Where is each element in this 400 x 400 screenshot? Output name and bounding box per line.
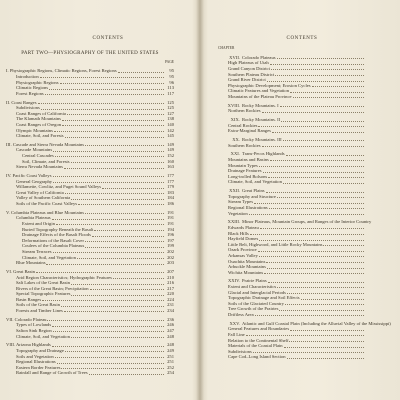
toc-entry-title: Willamette, Cowlitz, and Puget Sound Valleys bbox=[16, 184, 102, 190]
toc-entry-title: Southern Rockies bbox=[228, 142, 261, 148]
leader-dots bbox=[49, 86, 164, 90]
leader-dots bbox=[312, 83, 364, 87]
left-page bbox=[0, 0, 196, 400]
toc-page-number: 252 bbox=[167, 364, 174, 370]
leader-dots bbox=[253, 349, 364, 353]
toc-page-number: 251 bbox=[167, 359, 174, 365]
toc-entry-title: Columbia Plateaus bbox=[16, 215, 51, 221]
toc-entry-title: Rocky Mountains. I bbox=[242, 102, 279, 108]
toc-entry-title: Drainage Effects of the Basalt Floods bbox=[22, 232, 91, 238]
toc-section-entry bbox=[218, 128, 374, 134]
toc-page-number: 117 bbox=[167, 90, 174, 96]
toc-entry-title: Topographic Drainage and Soil Effects bbox=[228, 295, 300, 301]
leader-dots bbox=[250, 231, 364, 235]
toc-entry-title: Salt Lakes of the Great Basin bbox=[16, 280, 70, 286]
toc-page-number: 246 bbox=[167, 322, 174, 328]
leader-dots bbox=[78, 201, 164, 205]
leader-dots bbox=[65, 190, 164, 194]
toc-section-entry bbox=[218, 143, 374, 149]
toc-entry-title: Rocky Mountains. II bbox=[242, 117, 281, 123]
chapter-number: XXIV. bbox=[227, 278, 240, 284]
leader-dots bbox=[283, 180, 364, 184]
leader-dots bbox=[85, 244, 164, 248]
right-page bbox=[204, 0, 400, 400]
toc-entry-title: Climate, Soil, and Vegetation bbox=[16, 333, 70, 339]
toc-page-number: 184 bbox=[167, 195, 174, 201]
toc-page-number: 96 bbox=[169, 79, 174, 85]
toc-page-number: 149 bbox=[167, 147, 174, 153]
toc-entry-title: The Klamath Mountains bbox=[16, 116, 61, 122]
toc-entry-title: I. Physiographic Regions, Climatic Regions, Forest Regions bbox=[6, 68, 117, 74]
toc-page-number: 248 bbox=[167, 333, 174, 339]
toc-entry-title: Colorado Plateaus bbox=[242, 54, 276, 60]
toc-entry-title: Extra-Marginal Ranges bbox=[228, 128, 271, 134]
toc-entry-title: Central Rockies bbox=[228, 122, 258, 128]
leader-dots bbox=[89, 371, 164, 375]
toc-entry-title: Stream Types bbox=[228, 199, 253, 205]
leader-dots bbox=[54, 128, 164, 132]
toc-page-number: 216 bbox=[167, 280, 174, 286]
toc-section-entry bbox=[218, 179, 374, 185]
leader-dots bbox=[286, 152, 364, 156]
toc-entry-title: Subdivisions bbox=[16, 105, 40, 111]
chapter-number: XXI. bbox=[230, 151, 240, 157]
leader-dots bbox=[45, 91, 164, 95]
toc-page-number: 202 bbox=[167, 254, 174, 260]
toc-entry-title: Mountains of the Plateau Province bbox=[228, 93, 292, 99]
leader-dots bbox=[267, 265, 364, 269]
toc-entry-title: VI. Great Basin bbox=[6, 268, 35, 274]
toc-entry-title: Cape Cod–Long Island Section bbox=[228, 354, 286, 360]
leader-dots bbox=[85, 210, 164, 214]
toc-entry-title: Regional Illustrations bbox=[228, 204, 268, 210]
toc-entry-title: Coast Ranges of California bbox=[16, 110, 66, 116]
leader-dots bbox=[52, 216, 164, 220]
toc-section-entry bbox=[6, 201, 174, 207]
toc-entry-title: Hayfield Domes bbox=[228, 236, 259, 242]
toc-page-number: 199 bbox=[167, 243, 174, 249]
toc-entry-title: Deformations of the Basalt Cover bbox=[22, 237, 84, 243]
toc-section-entry bbox=[6, 308, 174, 314]
toc-entry-title: Extent and Characteristics bbox=[228, 284, 277, 290]
toc-page-number: 177 bbox=[167, 173, 174, 179]
toc-page-number: 203 bbox=[167, 260, 174, 266]
leader-dots bbox=[301, 296, 364, 300]
toc-page-number: 207 bbox=[167, 268, 174, 274]
leader-dots bbox=[71, 334, 164, 338]
leader-dots bbox=[255, 312, 364, 316]
book-gutter bbox=[196, 0, 204, 400]
toc-section-entry bbox=[6, 133, 174, 139]
toc-page-number: 234 bbox=[167, 308, 174, 314]
leader-dots bbox=[53, 173, 164, 177]
toc-entry-title: Vegetation bbox=[228, 210, 248, 216]
toc-entry-title: Long-trolled Bolsons bbox=[228, 173, 268, 179]
toc-page-number: 186 bbox=[167, 201, 174, 206]
toc-entry-title: IV. Pacific Coast Valleys bbox=[6, 173, 52, 179]
toc-entry-title: Physiographic Development; Erosion Cycles bbox=[228, 82, 311, 88]
leader-dots bbox=[277, 194, 364, 198]
toc-page-number: 220 bbox=[167, 291, 174, 297]
leader-dots bbox=[268, 279, 364, 283]
toc-page-number: 145 bbox=[167, 133, 174, 139]
toc-page-number: 142 bbox=[167, 127, 174, 133]
toc-section-entry bbox=[6, 334, 174, 340]
toc-entry-title: Black Hills bbox=[228, 230, 249, 236]
toc-entry-title: Introduction bbox=[16, 73, 39, 79]
chapter-number: XXII. bbox=[229, 188, 240, 194]
toc-page-number: 224 bbox=[167, 296, 174, 302]
leader-dots bbox=[71, 281, 164, 285]
toc-page-number: 254 bbox=[167, 370, 174, 376]
toc-entry-title: Central Cascades bbox=[22, 153, 54, 159]
leader-dots bbox=[323, 242, 364, 246]
toc-entry-title: Subdivisions bbox=[228, 348, 252, 354]
leader-dots bbox=[67, 111, 164, 115]
toc-entry-title: Soils of the Glaciated Country bbox=[228, 300, 284, 306]
toc-page-number: 177 bbox=[167, 178, 174, 184]
leader-dots bbox=[47, 317, 164, 321]
toc-page-number: 202 bbox=[167, 248, 174, 254]
leader-dots bbox=[46, 261, 164, 265]
toc-section-entry bbox=[218, 94, 374, 100]
leader-dots bbox=[271, 66, 364, 70]
leader-dots bbox=[289, 338, 364, 342]
leader-dots bbox=[85, 238, 164, 242]
toc-entry-title: VIII. Arizona Highlands bbox=[6, 342, 51, 348]
part-title: PART TWO—PHYSIOGRAPHY OF THE UNITED STATES bbox=[21, 51, 159, 56]
toc-page-number: 236 bbox=[167, 316, 174, 322]
leader-dots bbox=[264, 270, 364, 274]
leader-dots bbox=[290, 327, 364, 331]
leader-dots bbox=[113, 275, 164, 279]
toc-entry-title: Climatic Regions bbox=[16, 85, 49, 91]
toc-page-number: 125 bbox=[167, 105, 174, 111]
toc-page-number: 196 bbox=[167, 232, 174, 238]
leader-dots bbox=[258, 123, 364, 127]
toc-entry-title: VII. Colorado Plateau bbox=[6, 316, 47, 322]
toc-entry-title: Arid Region Characteristics; Hydrographic Features bbox=[16, 274, 112, 280]
toc-entry-title: General Geography bbox=[16, 178, 53, 184]
leader-dots bbox=[53, 328, 164, 332]
toc-entry-title: Southern Plateau District bbox=[228, 71, 275, 77]
leader-dots bbox=[259, 253, 364, 257]
toc-entry-title: Forest Regions bbox=[16, 90, 44, 96]
toc-entry-title: Forests and Timber Lines bbox=[16, 308, 63, 314]
toc-entry-title: Soils of the Great Basin bbox=[16, 302, 60, 308]
leader-dots bbox=[254, 200, 364, 204]
toc-page-number: 113 bbox=[167, 85, 174, 91]
leader-dots bbox=[57, 360, 164, 364]
toc-entry-title: Rivers of the Great Basin; Precipitation bbox=[16, 285, 89, 291]
toc-entry-title: General Features and Boundaries bbox=[228, 326, 290, 332]
toc-entry-title: Climate, Soil, and Forests bbox=[16, 133, 64, 139]
toc-page-number: 152 bbox=[167, 153, 174, 159]
toc-page-number: 95 bbox=[169, 68, 174, 74]
toc-section-entry bbox=[6, 260, 174, 266]
leader-dots bbox=[266, 189, 364, 193]
leader-dots bbox=[246, 332, 364, 336]
toc-entry-title: Little Belt, Highwood, and Little Rocky Mountains bbox=[228, 241, 323, 247]
toc-entry-title: Arbuckle Mountains bbox=[228, 264, 266, 270]
toc-entry-title: Buried Topography Beneath the Basalt bbox=[22, 226, 94, 232]
leader-dots bbox=[290, 89, 364, 93]
toc-entry-title: Trans-Pecos Highlands bbox=[242, 151, 285, 157]
leader-dots bbox=[85, 142, 164, 146]
leader-dots bbox=[92, 233, 164, 237]
toc-page-number: 163 bbox=[167, 164, 174, 170]
toc-entry-title: Ouachita Mountains bbox=[228, 258, 266, 264]
leader-dots bbox=[61, 303, 164, 307]
chapter-number: XX. bbox=[232, 137, 240, 143]
toc-entry-title: Basin Ranges bbox=[16, 296, 42, 302]
toc-entry-title: Edwards Plateau bbox=[228, 224, 259, 230]
leader-dots bbox=[279, 307, 364, 311]
toc-page-number: 140 bbox=[167, 121, 174, 127]
toc-page-number: 183 bbox=[167, 189, 174, 195]
toc-entry-title: Cascade Mountains bbox=[16, 147, 53, 153]
toc-page-number: 191 bbox=[167, 220, 174, 226]
leader-dots bbox=[53, 249, 164, 253]
leader-dots bbox=[71, 196, 164, 200]
toc-page-number: 127 bbox=[167, 110, 174, 116]
leader-dots bbox=[272, 129, 364, 133]
leader-dots bbox=[71, 292, 164, 296]
leader-dots bbox=[266, 259, 364, 263]
leader-dots bbox=[249, 211, 364, 215]
chapter-number: XIX. bbox=[230, 117, 240, 123]
toc-page-number: 149 bbox=[167, 141, 174, 147]
toc-entry-title: Relation to the Continental Shelf bbox=[228, 337, 289, 343]
toc-entry-title: Coast Ranges of Oregon bbox=[16, 121, 62, 127]
chapter-column-label: CHAPTER bbox=[218, 46, 235, 50]
leader-dots bbox=[287, 290, 364, 294]
leader-dots bbox=[55, 354, 164, 358]
toc-entry-title: Sierra Nevada Mountains bbox=[16, 164, 63, 170]
leader-dots bbox=[52, 323, 164, 327]
leader-dots bbox=[270, 157, 364, 161]
toc-entry-title: Salton Sink Region bbox=[16, 328, 52, 334]
toc-section-entry bbox=[6, 91, 174, 97]
toc-entry-title: Topography and Drainage bbox=[16, 348, 64, 353]
leader-dots bbox=[277, 55, 364, 59]
leader-dots bbox=[65, 348, 164, 352]
toc-entry-title: Materials of the Coastal Plain bbox=[228, 343, 283, 349]
toc-entry-title: Climate, Soil, and Vegetation bbox=[22, 254, 76, 260]
toc-page-number: 248 bbox=[167, 342, 174, 348]
toc-entry-title: Grand River District bbox=[228, 77, 266, 83]
chapter-number: XXIII. bbox=[227, 219, 240, 225]
toc-entry-title: Northern Rockies bbox=[228, 108, 261, 114]
leader-dots bbox=[258, 248, 364, 252]
toc-entry-title: Glacial and Interglacial Periods bbox=[228, 289, 286, 295]
chapter-number: XVII. bbox=[229, 54, 240, 60]
toc-entry-title: Great Plains bbox=[242, 188, 265, 194]
leader-dots bbox=[260, 225, 364, 229]
leader-dots bbox=[55, 153, 164, 157]
toc-entry-title: Rocky Mountains. III bbox=[242, 137, 282, 143]
toc-page-number: 191 bbox=[167, 215, 174, 221]
toc-entry-title: Stream Terraces bbox=[22, 248, 52, 254]
toc-section-entry bbox=[218, 270, 374, 276]
toc-page-number: 191 bbox=[167, 209, 174, 215]
toc-entry-title: Eastern Border Features bbox=[16, 364, 61, 370]
leader-dots bbox=[283, 137, 364, 141]
toc-entry-title: Climate, Soil, and Vegetation bbox=[228, 179, 282, 185]
toc-entry-title: Great Valley of California bbox=[16, 189, 64, 195]
left-toc bbox=[6, 50, 174, 376]
leader-dots bbox=[64, 165, 164, 169]
leader-dots bbox=[77, 255, 164, 259]
toc-page-number: 138 bbox=[167, 116, 174, 122]
toc-entry-title: Blue Mountains bbox=[16, 260, 46, 266]
toc-page-number: 231 bbox=[167, 302, 174, 308]
toc-entry-title: Drainage Features bbox=[228, 168, 262, 174]
leader-dots bbox=[62, 122, 164, 126]
leader-dots bbox=[61, 365, 164, 369]
toc-entry-title: III. Cascade and Sierra Nevada Mountains bbox=[6, 141, 85, 147]
leader-dots bbox=[275, 72, 364, 76]
leader-dots bbox=[259, 237, 364, 241]
leader-dots bbox=[52, 343, 164, 347]
leader-dots bbox=[267, 78, 364, 82]
toc-section-entry bbox=[218, 211, 374, 217]
toc-entry-title: Arkansas Valley bbox=[228, 252, 258, 258]
toc-entry-title: Extent and Origin bbox=[22, 220, 55, 226]
leader-dots bbox=[53, 179, 164, 183]
leader-dots bbox=[285, 301, 364, 305]
toc-page-number: 249 bbox=[167, 348, 174, 353]
leader-dots bbox=[277, 284, 364, 288]
toc-entry-title: Grand Canyon District bbox=[228, 65, 270, 71]
toc-section-entry bbox=[6, 370, 174, 376]
leader-dots bbox=[42, 297, 164, 301]
left-running-head: CONTENTS bbox=[92, 36, 124, 41]
toc-entry-title: Special Topographic Features bbox=[16, 291, 71, 297]
toc-entry-title: Climatic Features and Vegetation bbox=[228, 88, 290, 94]
page-column-label: PAGE bbox=[164, 59, 174, 64]
leader-dots bbox=[94, 227, 164, 231]
toc-entry-title: Ozark Province bbox=[228, 247, 257, 253]
leader-dots bbox=[269, 205, 364, 209]
toc-entry-title: Wichita Mountains bbox=[228, 269, 264, 275]
toc-entry-title: Valley of Southern California bbox=[16, 195, 71, 201]
leader-dots bbox=[259, 163, 364, 167]
toc-page-number: 210 bbox=[167, 274, 174, 280]
toc-page-number: 95 bbox=[169, 73, 174, 79]
leader-dots bbox=[40, 74, 164, 78]
toc-entry-title: Soils and Vegetation bbox=[16, 353, 54, 359]
chapter-number: XVIII. bbox=[227, 102, 240, 108]
leader-dots bbox=[280, 103, 364, 107]
toc-page-number: 194 bbox=[167, 226, 174, 232]
toc-entry-title: Tree Growth of the Prairies bbox=[228, 306, 279, 312]
toc-page-number: 160 bbox=[167, 158, 174, 164]
leader-dots bbox=[118, 69, 164, 73]
toc-entry-title: Soils of the Pacific Coast Valleys bbox=[16, 201, 78, 206]
toc-entry-title: Mountains and Basins bbox=[228, 157, 269, 163]
toc-entry-title: Rainfall and Range of Growth of Trees bbox=[16, 370, 88, 376]
leader-dots bbox=[71, 159, 164, 163]
toc-entry-title: Physiographic Regions bbox=[16, 79, 59, 85]
toc-entry-title: Soil, Climate, and Forests bbox=[22, 158, 70, 164]
leader-dots bbox=[262, 143, 364, 147]
leader-dots bbox=[36, 269, 164, 273]
toc-entry-title: Olympic Mountains bbox=[16, 127, 53, 133]
toc-entry-title: High Plateaus of Utah bbox=[228, 60, 269, 66]
toc-entry-title: Driftless Area bbox=[228, 312, 254, 318]
toc-section-entry bbox=[6, 164, 174, 170]
leader-dots bbox=[281, 118, 364, 122]
leader-dots bbox=[287, 355, 364, 359]
toc-page-number: 217 bbox=[167, 285, 174, 291]
leader-dots bbox=[270, 61, 364, 65]
leader-dots bbox=[60, 80, 165, 84]
leader-dots bbox=[90, 286, 164, 290]
toc-entry-title: Mountain Types bbox=[228, 162, 258, 168]
toc-entry-title: Minor Plateaus, Mountain Groups, and Ranges of the Interior Country bbox=[242, 219, 372, 225]
toc-page-number: 251 bbox=[167, 353, 174, 359]
toc-section-entry bbox=[218, 312, 374, 318]
toc-entry-title: Regional Illustrations bbox=[16, 359, 56, 365]
toc-entry-title: Atlantic and Gulf Coastal Plain (Including the Alluvial Valley of the Mississippi) bbox=[242, 320, 391, 326]
toc-entry-title: Topography and Structure bbox=[228, 193, 276, 199]
leader-dots bbox=[38, 100, 165, 104]
leader-dots bbox=[268, 174, 364, 178]
leader-dots bbox=[263, 169, 364, 173]
leader-dots bbox=[56, 221, 164, 225]
toc-section-entry bbox=[218, 354, 374, 360]
leader-dots bbox=[64, 308, 164, 312]
leader-dots bbox=[65, 134, 164, 138]
right-running-head: CONTENTS bbox=[286, 36, 318, 41]
toc-page-number: 197 bbox=[167, 237, 174, 243]
toc-entry-title: Coulees of the Columbia Plateaus bbox=[22, 243, 85, 249]
leader-dots bbox=[53, 148, 164, 152]
leader-dots bbox=[102, 185, 164, 189]
toc-entry-title: Types of Lowlands bbox=[16, 322, 52, 328]
toc-page-number: 125 bbox=[167, 99, 174, 105]
toc-section-entry bbox=[218, 108, 374, 114]
right-toc bbox=[218, 46, 391, 360]
leader-dots bbox=[41, 106, 164, 110]
toc-entry-title: Prairie Plains bbox=[242, 278, 267, 284]
toc-entry-title: Fall Line bbox=[228, 332, 245, 337]
toc-entry-title: II. Coast Ranges bbox=[6, 99, 37, 105]
leader-dots bbox=[262, 109, 364, 113]
toc-page-number: 247 bbox=[167, 328, 174, 334]
leader-dots bbox=[293, 94, 364, 98]
toc-entry-title: V. Columbia Plateaus and Blue Mountains bbox=[6, 209, 85, 215]
toc-page-number: 179 bbox=[167, 184, 174, 190]
leader-dots bbox=[284, 344, 364, 348]
leader-dots bbox=[62, 117, 164, 121]
chapter-number: XXV. bbox=[229, 320, 240, 326]
